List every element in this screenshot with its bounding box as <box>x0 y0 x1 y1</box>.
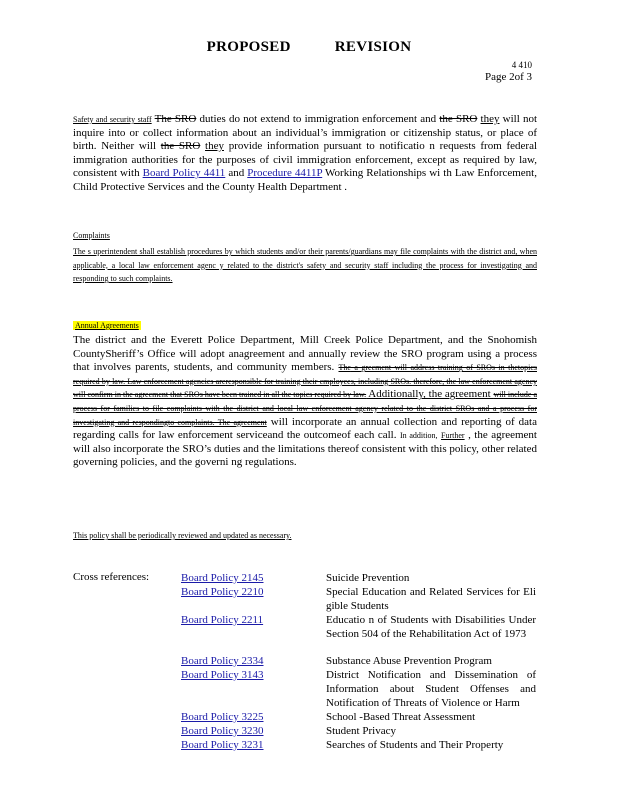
deleted-text: will include a process for families to file complaints with the district and local law enforcement agency related to the district SROs and a process for investigating and respondingto complaints. The agreement <box>73 390 538 427</box>
cross-references-label: Cross references: <box>73 571 150 583</box>
immigration-paragraph <box>73 113 537 195</box>
inserted-text: they <box>205 140 224 153</box>
paragraph-text: Working Relationships wi th Law Enforcement, Child Protective Services and the County Health Department . <box>73 167 537 193</box>
board-policy-2334-link[interactable]: Board Policy 2334 <box>181 655 264 667</box>
cross-reference-title: Suicide Prevention <box>326 572 410 584</box>
deleted-text: a greement will address training of SROs in thetopics required by law. Law enforcement agencies areresponsible for training their employees, including SROs. therefore, the law enforcement agency will confirm in the agreement that SROs have been trained in all the topics required by law. <box>73 363 537 400</box>
cross-reference-title: Searches of Students and Their Property <box>326 739 504 751</box>
paragraph-text: provide information pursuant to notificatio n requests from federal immigration authorities for the purposes of civil immigration enforcement, except as required by law, consistent with <box>73 140 538 180</box>
board-policy-3225-link[interactable]: Board Policy 3225 <box>181 711 264 723</box>
board-policy-2145-link[interactable]: Board Policy 2145 <box>181 572 264 584</box>
inserted-text: Safety and security staff <box>73 115 152 124</box>
cross-reference-title: Substance Abuse Prevention Program <box>326 655 492 667</box>
policy-code: 4 410 <box>511 60 532 70</box>
inserted-text: Additionally, the agreement <box>366 388 494 401</box>
inserted-text: In addition, <box>399 431 438 441</box>
paragraph-text: , the agreement will also incorporate the SRO’s duties and the limitations thereof consistent with this policy, other related governing policies, and the governi ng regulations. <box>73 429 537 469</box>
deleted-text: the SRO <box>439 113 478 125</box>
paragraph-text: will not inquire into or collect information about an individual’s immigration or citizenship status, or place of birth. Neither will <box>73 113 538 153</box>
board-policy-2211-link[interactable]: Board Policy 2211 <box>181 614 264 626</box>
cross-reference-title: Special Education and Related Services for Eli gible Students <box>326 586 536 612</box>
cross-reference-title: Educatio n of Students with Disabilities Under Section 504 of the Rehabilitation Act of 1973 <box>326 614 536 640</box>
board-policy-4411-link[interactable]: Board Policy 4411 <box>142 167 226 180</box>
cross-reference-title: Student Privacy <box>326 725 396 737</box>
paragraph-text: and <box>225 167 248 180</box>
inserted-text: Further <box>441 431 465 441</box>
deleted-text: The SRO <box>154 113 197 125</box>
complaints-paragraph: The s uperintendent shall establish procedures by which students and/or their parents/guardians may file complaints with the district and, when applicable, a local law enforcement agenc y related to the district's safety and security staff including the process for investigating and responding to such complaints. <box>73 247 537 283</box>
deleted-text: the SRO <box>160 140 201 153</box>
board-policy-3230-link[interactable]: Board Policy 3230 <box>181 725 264 737</box>
inserted-text: they <box>480 113 500 125</box>
board-policy-2210-link[interactable]: Board Policy 2210 <box>181 586 264 598</box>
procedure-4411p-link[interactable]: Procedure 4411P <box>247 167 323 180</box>
page-number: Page 2of 3 <box>484 71 532 83</box>
document-title: PROPOSED REVISION <box>206 39 412 55</box>
annual-agreements-heading: Annual Agreements <box>75 321 139 330</box>
paragraph-text: will incorporate an annual collection and reporting of data regarding calls for law enforcement serviceand the outcomeof each call. <box>73 415 537 442</box>
cross-reference-title: District Notification and Dissemination of Information about Student Offenses and Notification of Threats of Violence or Harm <box>326 669 536 709</box>
deleted-text: The <box>338 363 351 373</box>
review-statement: This policy shall be periodically reviewed and updated as necessary. <box>73 531 292 540</box>
cross-reference-title: School -Based Threat Assessment <box>326 711 476 723</box>
paragraph-text: duties do not extend to immigration enforcement and <box>196 113 440 125</box>
board-policy-3143-link[interactable]: Board Policy 3143 <box>181 669 264 681</box>
paragraph-text: The district and the Everett Police Department, Mill Creek Police Department, and the Snohomish CountySheriff’s Office will adopt anagreement and annually review the SRO program using a process that involves parents, students, and community members. <box>73 334 537 374</box>
complaints-heading: Complaints <box>73 231 110 240</box>
annual-agreements-paragraph <box>73 334 537 470</box>
board-policy-3231-link[interactable]: Board Policy 3231 <box>181 739 264 751</box>
